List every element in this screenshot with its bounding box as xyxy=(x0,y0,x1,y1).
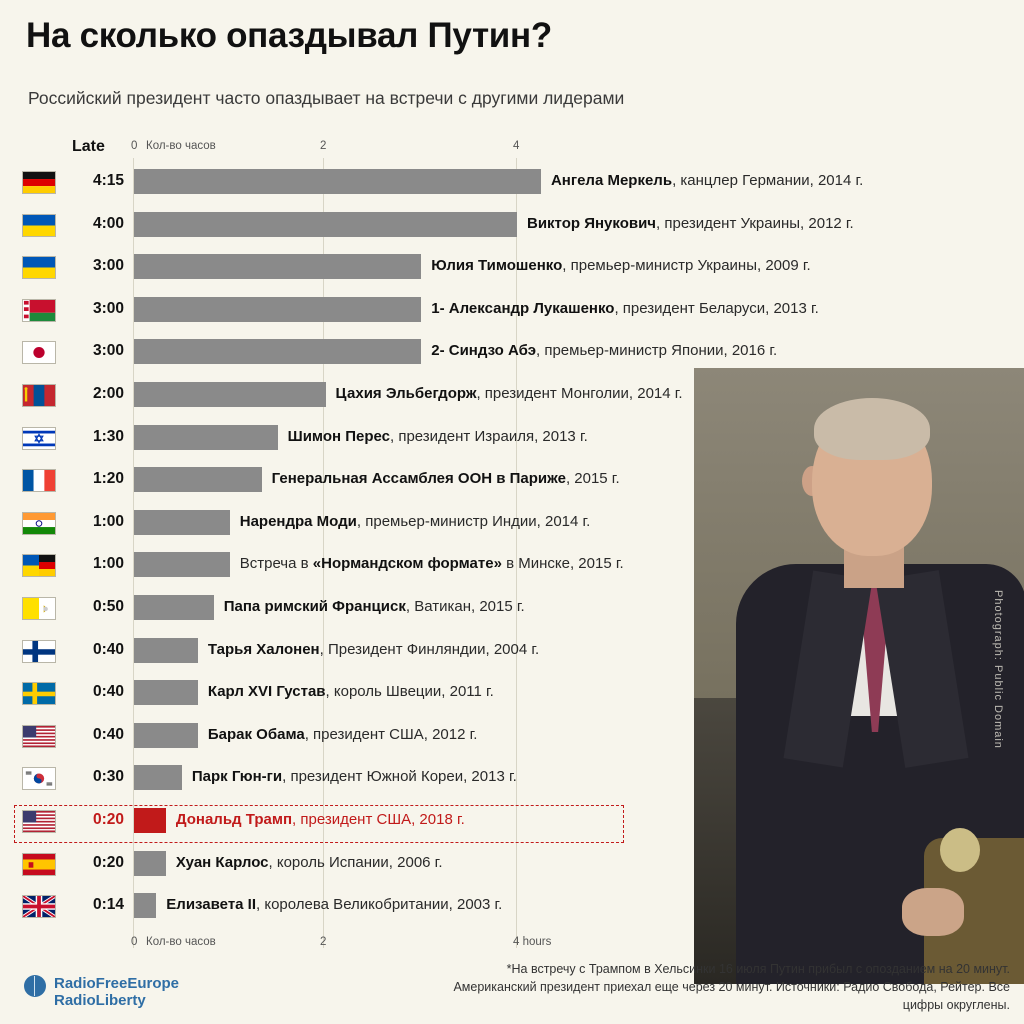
row-bar xyxy=(134,339,421,364)
row-value: 4:00 xyxy=(92,214,124,232)
row-label-desc: , президент Монголии, 2014 г. xyxy=(476,385,683,402)
row-value: 1:00 xyxy=(92,555,124,573)
row-value: 1:30 xyxy=(92,427,124,445)
chart-row xyxy=(0,888,1024,924)
chart-row xyxy=(0,803,1024,839)
row-label xyxy=(527,215,854,232)
chart-row xyxy=(0,292,1024,328)
row-bar xyxy=(134,212,517,237)
row-value: 0:40 xyxy=(92,683,124,701)
row-label-desc: , Ватикан, 2015 г. xyxy=(405,598,525,615)
row-value: 1:20 xyxy=(92,470,124,488)
logo-line-2: RadioLiberty xyxy=(54,992,146,1010)
chart-row xyxy=(0,846,1024,882)
row-label-desc: , президент Израиля, 2013 г. xyxy=(389,427,588,445)
row-value: 0:50 xyxy=(92,598,124,615)
flag-icon-southkorea xyxy=(22,767,56,790)
flag-icon-usa xyxy=(22,725,56,748)
row-label-desc: , президент США, 2018 г. xyxy=(292,811,465,828)
row-label-name: Тарья Халонен xyxy=(207,640,320,658)
row-label xyxy=(240,555,624,572)
row-value: 3:00 xyxy=(92,342,124,360)
row-label-name: Генеральная Ассамблея ООН в Париже xyxy=(271,470,566,488)
row-bar xyxy=(134,425,278,450)
row-bar xyxy=(134,851,166,876)
row-label-desc: , королева Великобритании, 2003 г. xyxy=(256,896,503,914)
row-label xyxy=(431,342,777,359)
logo-line-1: RadioFreeEurope xyxy=(54,975,180,992)
row-bar xyxy=(134,765,182,790)
flag-icon-usa xyxy=(22,810,56,833)
row-bar xyxy=(134,510,230,535)
flag-icon-finland xyxy=(22,640,56,663)
flag-icon-france xyxy=(22,469,56,492)
flag-icon-japan xyxy=(22,341,56,364)
chart-row xyxy=(0,420,1024,456)
row-label-name: 1- Александр Лукашенко xyxy=(431,299,615,317)
row-label-name: Парк Гюн-ги xyxy=(191,768,283,786)
tick-top-4: 4 xyxy=(513,140,520,152)
axis-unit-label-top: Кол-во часов xyxy=(146,140,216,152)
chart-row xyxy=(0,718,1024,754)
flag-icon-spain xyxy=(22,853,56,876)
page-title: На сколько опаздывал Путин? xyxy=(26,16,552,55)
row-label-desc: , король Испании, 2006 г. xyxy=(268,853,443,871)
row-label-desc: , президент Украины, 2012 г. xyxy=(656,214,854,232)
row-value: 0:30 xyxy=(92,768,124,786)
chart-row xyxy=(0,377,1024,413)
axis-unit-label-bottom: Кол-во часов xyxy=(146,936,216,948)
bar-chart xyxy=(0,130,1024,960)
flag-icon-ukraine xyxy=(22,256,56,279)
row-label-desc: , канцлер Германии, 2014 г. xyxy=(672,172,864,189)
axis-left-label: Late xyxy=(72,138,105,155)
row-label xyxy=(176,811,465,828)
row-label-prefix: Встреча в xyxy=(239,555,313,573)
row-label xyxy=(272,470,620,487)
row-label-name: Карл XVI Густав xyxy=(207,683,326,701)
row-label-name: Хуан Карлос xyxy=(175,853,269,871)
row-bar xyxy=(134,552,230,577)
tick-bottom-4: 4 hours xyxy=(513,936,552,948)
globe-icon xyxy=(24,975,46,997)
row-label-desc: , 2015 г. xyxy=(565,470,620,488)
row-label-name: Нарендра Моди xyxy=(239,512,357,530)
row-value: 0:20 xyxy=(92,853,124,871)
chart-row xyxy=(0,760,1024,796)
chart-row xyxy=(0,462,1024,498)
row-label xyxy=(192,768,517,785)
row-label-desc: , премьер-министр Украины, 2009 г. xyxy=(562,257,811,275)
row-label xyxy=(224,598,525,615)
axis-bottom xyxy=(0,936,1024,956)
flag-icon-germany xyxy=(22,171,56,194)
tick-top-0: 0 xyxy=(131,140,138,152)
row-value: 3:00 xyxy=(92,299,124,317)
row-label xyxy=(208,726,478,743)
row-bar xyxy=(134,680,198,705)
row-value: 0:14 xyxy=(92,896,124,914)
row-bar xyxy=(134,297,421,322)
row-label xyxy=(208,683,494,700)
row-label-name: Виктор Янукович xyxy=(527,214,657,232)
row-label-name: Дональд Трамп xyxy=(175,811,293,828)
row-label-desc: , премьер-министр Японии, 2016 г. xyxy=(535,342,778,360)
chart-row xyxy=(0,249,1024,285)
row-value: 1:00 xyxy=(92,512,124,530)
chart-row xyxy=(0,633,1024,669)
axis-top xyxy=(0,140,1024,160)
flag-icon-normandy xyxy=(22,554,56,577)
row-label-name: Шимон Перес xyxy=(287,427,390,445)
row-value: 0:40 xyxy=(92,640,124,658)
flag-icon-uk xyxy=(22,895,56,918)
row-bar xyxy=(134,808,166,833)
flag-icon-india xyxy=(22,512,56,535)
row-label xyxy=(176,854,443,871)
page-subtitle: Российский президент часто опаздывает на встречи с другими лидерами xyxy=(28,88,625,108)
row-label xyxy=(288,428,588,445)
chart-row xyxy=(0,590,1024,626)
flag-icon-sweden xyxy=(22,682,56,705)
row-label-name: Барак Обама xyxy=(207,725,305,743)
flag-icon-vatican xyxy=(22,597,56,620)
row-label xyxy=(336,385,683,402)
rfe-rl-logo[interactable] xyxy=(24,975,179,1010)
row-label-name: Елизавета II xyxy=(166,896,257,914)
row-label xyxy=(240,513,591,530)
flag-icon-israel xyxy=(22,427,56,450)
chart-row xyxy=(0,207,1024,243)
row-label xyxy=(431,300,819,317)
row-label xyxy=(166,896,502,913)
row-label-name: Ангела Меркель xyxy=(550,172,673,189)
row-label-desc: , президент Южной Кореи, 2013 г. xyxy=(282,768,517,786)
flag-icon-belarus xyxy=(22,299,56,322)
row-label xyxy=(431,257,810,274)
row-label-desc: , премьер-министр Индии, 2014 г. xyxy=(356,512,591,530)
row-label-name: Юлия Тимошенко xyxy=(431,257,563,275)
row-bar xyxy=(134,254,421,279)
row-bar xyxy=(134,382,326,407)
row-bar xyxy=(134,595,214,620)
photo-credit: Photograph: Public Domain xyxy=(992,590,1004,749)
row-value: 0:20 xyxy=(92,811,124,828)
chart-row xyxy=(0,505,1024,541)
row-label-name: «Нормандском формате» xyxy=(312,555,502,573)
tick-bottom-0: 0 xyxy=(131,936,138,948)
flag-icon-mongolia xyxy=(22,384,56,407)
row-label xyxy=(551,172,863,189)
chart-row xyxy=(0,334,1024,370)
row-label-desc: , король Швеции, 2011 г. xyxy=(325,683,494,701)
row-label-desc: , Президент Финляндии, 2004 г. xyxy=(319,640,540,658)
row-label-desc: в Минске, 2015 г. xyxy=(501,555,624,573)
row-label-name: Папа римский Франциск xyxy=(223,598,406,615)
row-value: 0:40 xyxy=(92,725,124,743)
row-label-desc: , президент Беларуси, 2013 г. xyxy=(614,299,819,317)
footnote: *На встречу с Трампом в Хельсинки 16 июля Путин прибыл с опозданием на 20 минут. Американский президент приехал еще через 20 минут. Источники: Радио Свобода, Рейтер. Все цифры округлены. xyxy=(453,962,1010,1013)
tick-bottom-2: 2 xyxy=(320,936,327,948)
chart-row xyxy=(0,547,1024,583)
row-label xyxy=(208,641,539,658)
row-bar xyxy=(134,467,262,492)
flag-icon-ukraine xyxy=(22,214,56,237)
row-bar xyxy=(134,723,198,748)
tick-top-2: 2 xyxy=(320,140,327,152)
chart-row xyxy=(0,164,1024,200)
row-bar xyxy=(134,638,198,663)
row-label-name: Цахия Эльбегдорж xyxy=(335,385,477,402)
row-bar xyxy=(134,893,156,918)
row-value: 2:00 xyxy=(92,385,124,402)
row-label-desc: , президент США, 2012 г. xyxy=(304,725,478,743)
row-value: 4:15 xyxy=(92,172,124,189)
chart-row xyxy=(0,675,1024,711)
row-value: 3:00 xyxy=(92,257,124,275)
row-bar xyxy=(134,169,541,194)
row-label-name: 2- Синдзо Абэ xyxy=(431,342,536,360)
